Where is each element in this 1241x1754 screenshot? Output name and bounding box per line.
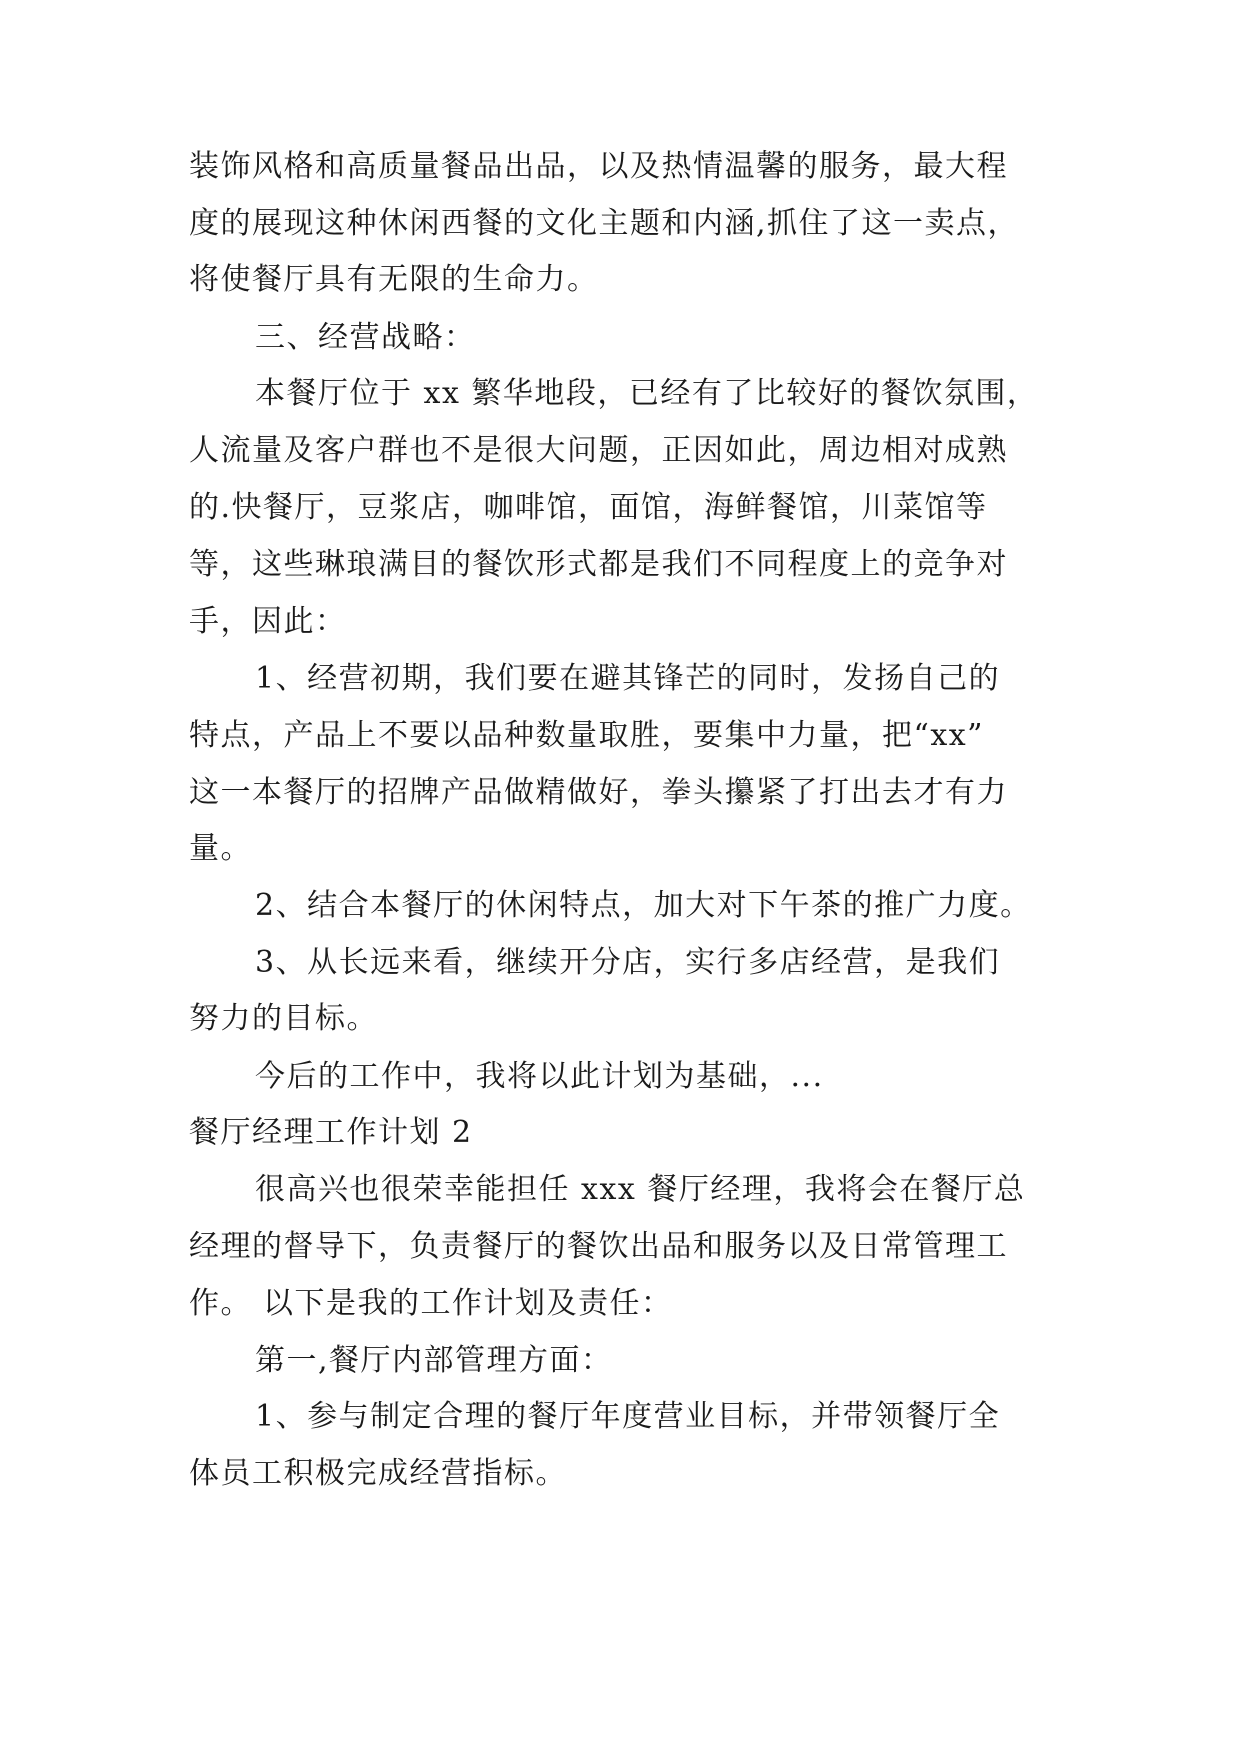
paragraph-line: 很高兴也很荣幸能担任 xxx 餐厅经理，我将会在餐厅总 [255,1172,1026,1207]
paragraph-line: 手，因此： [189,604,347,639]
paragraph-line: 等，这些琳琅满目的餐饮形式都是我们不同程度上的竞争对 [189,547,1008,582]
paragraph-line: 特点，产品上不要以品种数量取胜，要集中力量，把“xx” [189,718,985,753]
paragraph-line: 作。 以下是我的工作计划及责任： [189,1286,673,1321]
paragraph-line: 本餐厅位于 xx 繁华地段，已经有了比较好的餐饮氛围， [255,376,1039,411]
list-item-line: 1、经营初期，我们要在避其锋芒的同时，发扬自己的 [255,661,1001,696]
document-title: 餐厅经理工作计划 2 [189,1115,473,1150]
paragraph-line: 度的展现这种休闲西餐的文化主题和内涵,抓住了这一卖点， [189,206,1020,241]
paragraph-line: 装饰风格和高质量餐品出品，以及热情温馨的服务，最大程 [189,149,1008,184]
paragraph-line: 量。 [189,831,252,866]
paragraph-line: 的.快餐厅，豆浆店，咖啡馆，面馆，海鲜餐馆，川菜馆等 [189,490,988,525]
paragraph-line: 将使餐厅具有无限的生命力。 [189,262,599,297]
list-item-line: 2、结合本餐厅的休闲特点，加大对下午茶的推广力度。 [255,888,1032,923]
paragraph-line: 这一本餐厅的招牌产品做精做好，拳头攥紧了打出去才有力 [189,775,1008,810]
section-heading: 第一,餐厅内部管理方面： [255,1343,613,1378]
paragraph-line: 体员工积极完成经营指标。 [189,1456,567,1491]
list-item-line: 3、从长远来看，继续开分店，实行多店经营，是我们 [255,945,1001,980]
list-item-line: 1、参与制定合理的餐厅年度营业目标，并带领餐厅全 [255,1399,1001,1434]
paragraph-line: 今后的工作中，我将以此计划为基础，... [255,1059,824,1094]
section-heading: 三、经营战略： [255,320,476,355]
paragraph-line: 人流量及客户群也不是很大问题，正因如此，周边相对成熟 [189,433,1008,468]
paragraph-line: 努力的目标。 [189,1001,378,1036]
paragraph-line: 经理的督导下，负责餐厅的餐饮出品和服务以及日常管理工 [189,1229,1008,1264]
